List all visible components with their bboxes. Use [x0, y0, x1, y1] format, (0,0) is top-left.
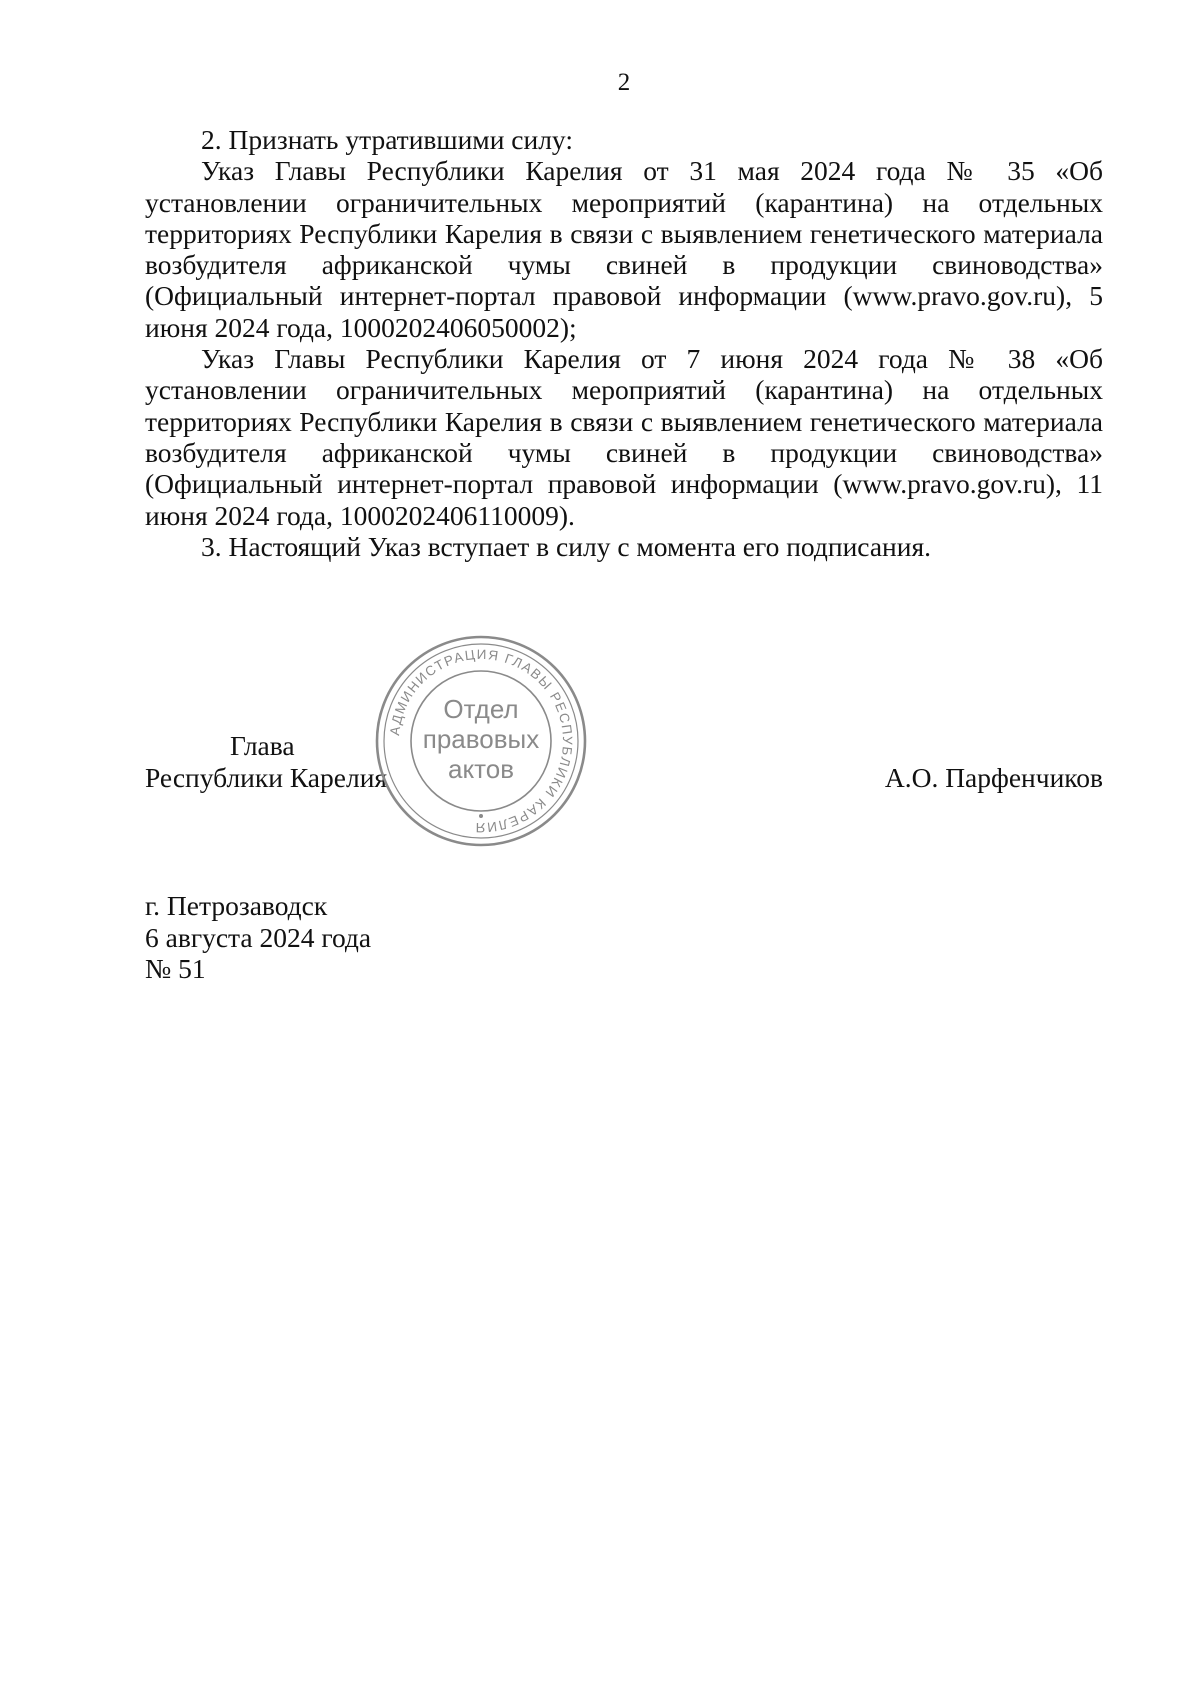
stamp-center-line1: Отдел	[443, 694, 519, 724]
paragraph-repeal-heading: 2. Признать утратившими силу:	[201, 124, 573, 155]
stamp-ring-text: АДМИНИСТРАЦИЯ ГЛАВЫ РЕСПУБЛИКИ КАРЕЛИЯ	[387, 646, 576, 836]
signatory-name: А.О. Парфенчиков	[884, 762, 1103, 793]
stamp-center-line2: правовых	[422, 724, 540, 754]
paragraph-decree-35: Указ Главы Республики Карелия от 31 мая 2024 года № 35 «Об установлении ограничительных мероприятий (карантина) на отдельных территориях Республики Карелия в связи с выявлением генетического материала возбудителя африканской чумы свиней в продукции свиноводства» (Официальный интернет-портал правовой информации (www.pravo.gov.ru), 5 июня 2024 года, 1000202406050002);	[145, 155, 1103, 343]
decree-number: № 51	[145, 953, 206, 984]
issue-date: 6 августа 2024 года	[145, 921, 372, 953]
stamp-dot	[479, 814, 483, 818]
document-footer	[145, 890, 371, 985]
signatory-title-line2: Республики Карелия	[145, 762, 388, 793]
official-stamp	[372, 632, 590, 850]
page-number: 2	[617, 69, 631, 96]
paragraph-decree-38: Указ Главы Республики Карелия от 7 июня 2024 года № 38 «Об установлении ограничительных мероприятий (карантина) на отдельных территориях Республики Карелия в связи с выявлением генетического материала возбудителя африканской чумы свиней в продукции свиноводства» (Официальный интернет-портал правовой информации (www.pravo.gov.ru), 11 июня 2024 года, 1000202406110009).	[145, 343, 1103, 531]
document-body	[145, 124, 1103, 562]
paragraph-effective-date: 3. Настоящий Указ вступает в силу с момента его подписания.	[201, 530, 932, 562]
stamp-center-line3: актов	[447, 754, 515, 784]
issue-city: г. Петрозаводск	[145, 890, 328, 921]
signatory-title-line1: Глава	[230, 730, 295, 761]
